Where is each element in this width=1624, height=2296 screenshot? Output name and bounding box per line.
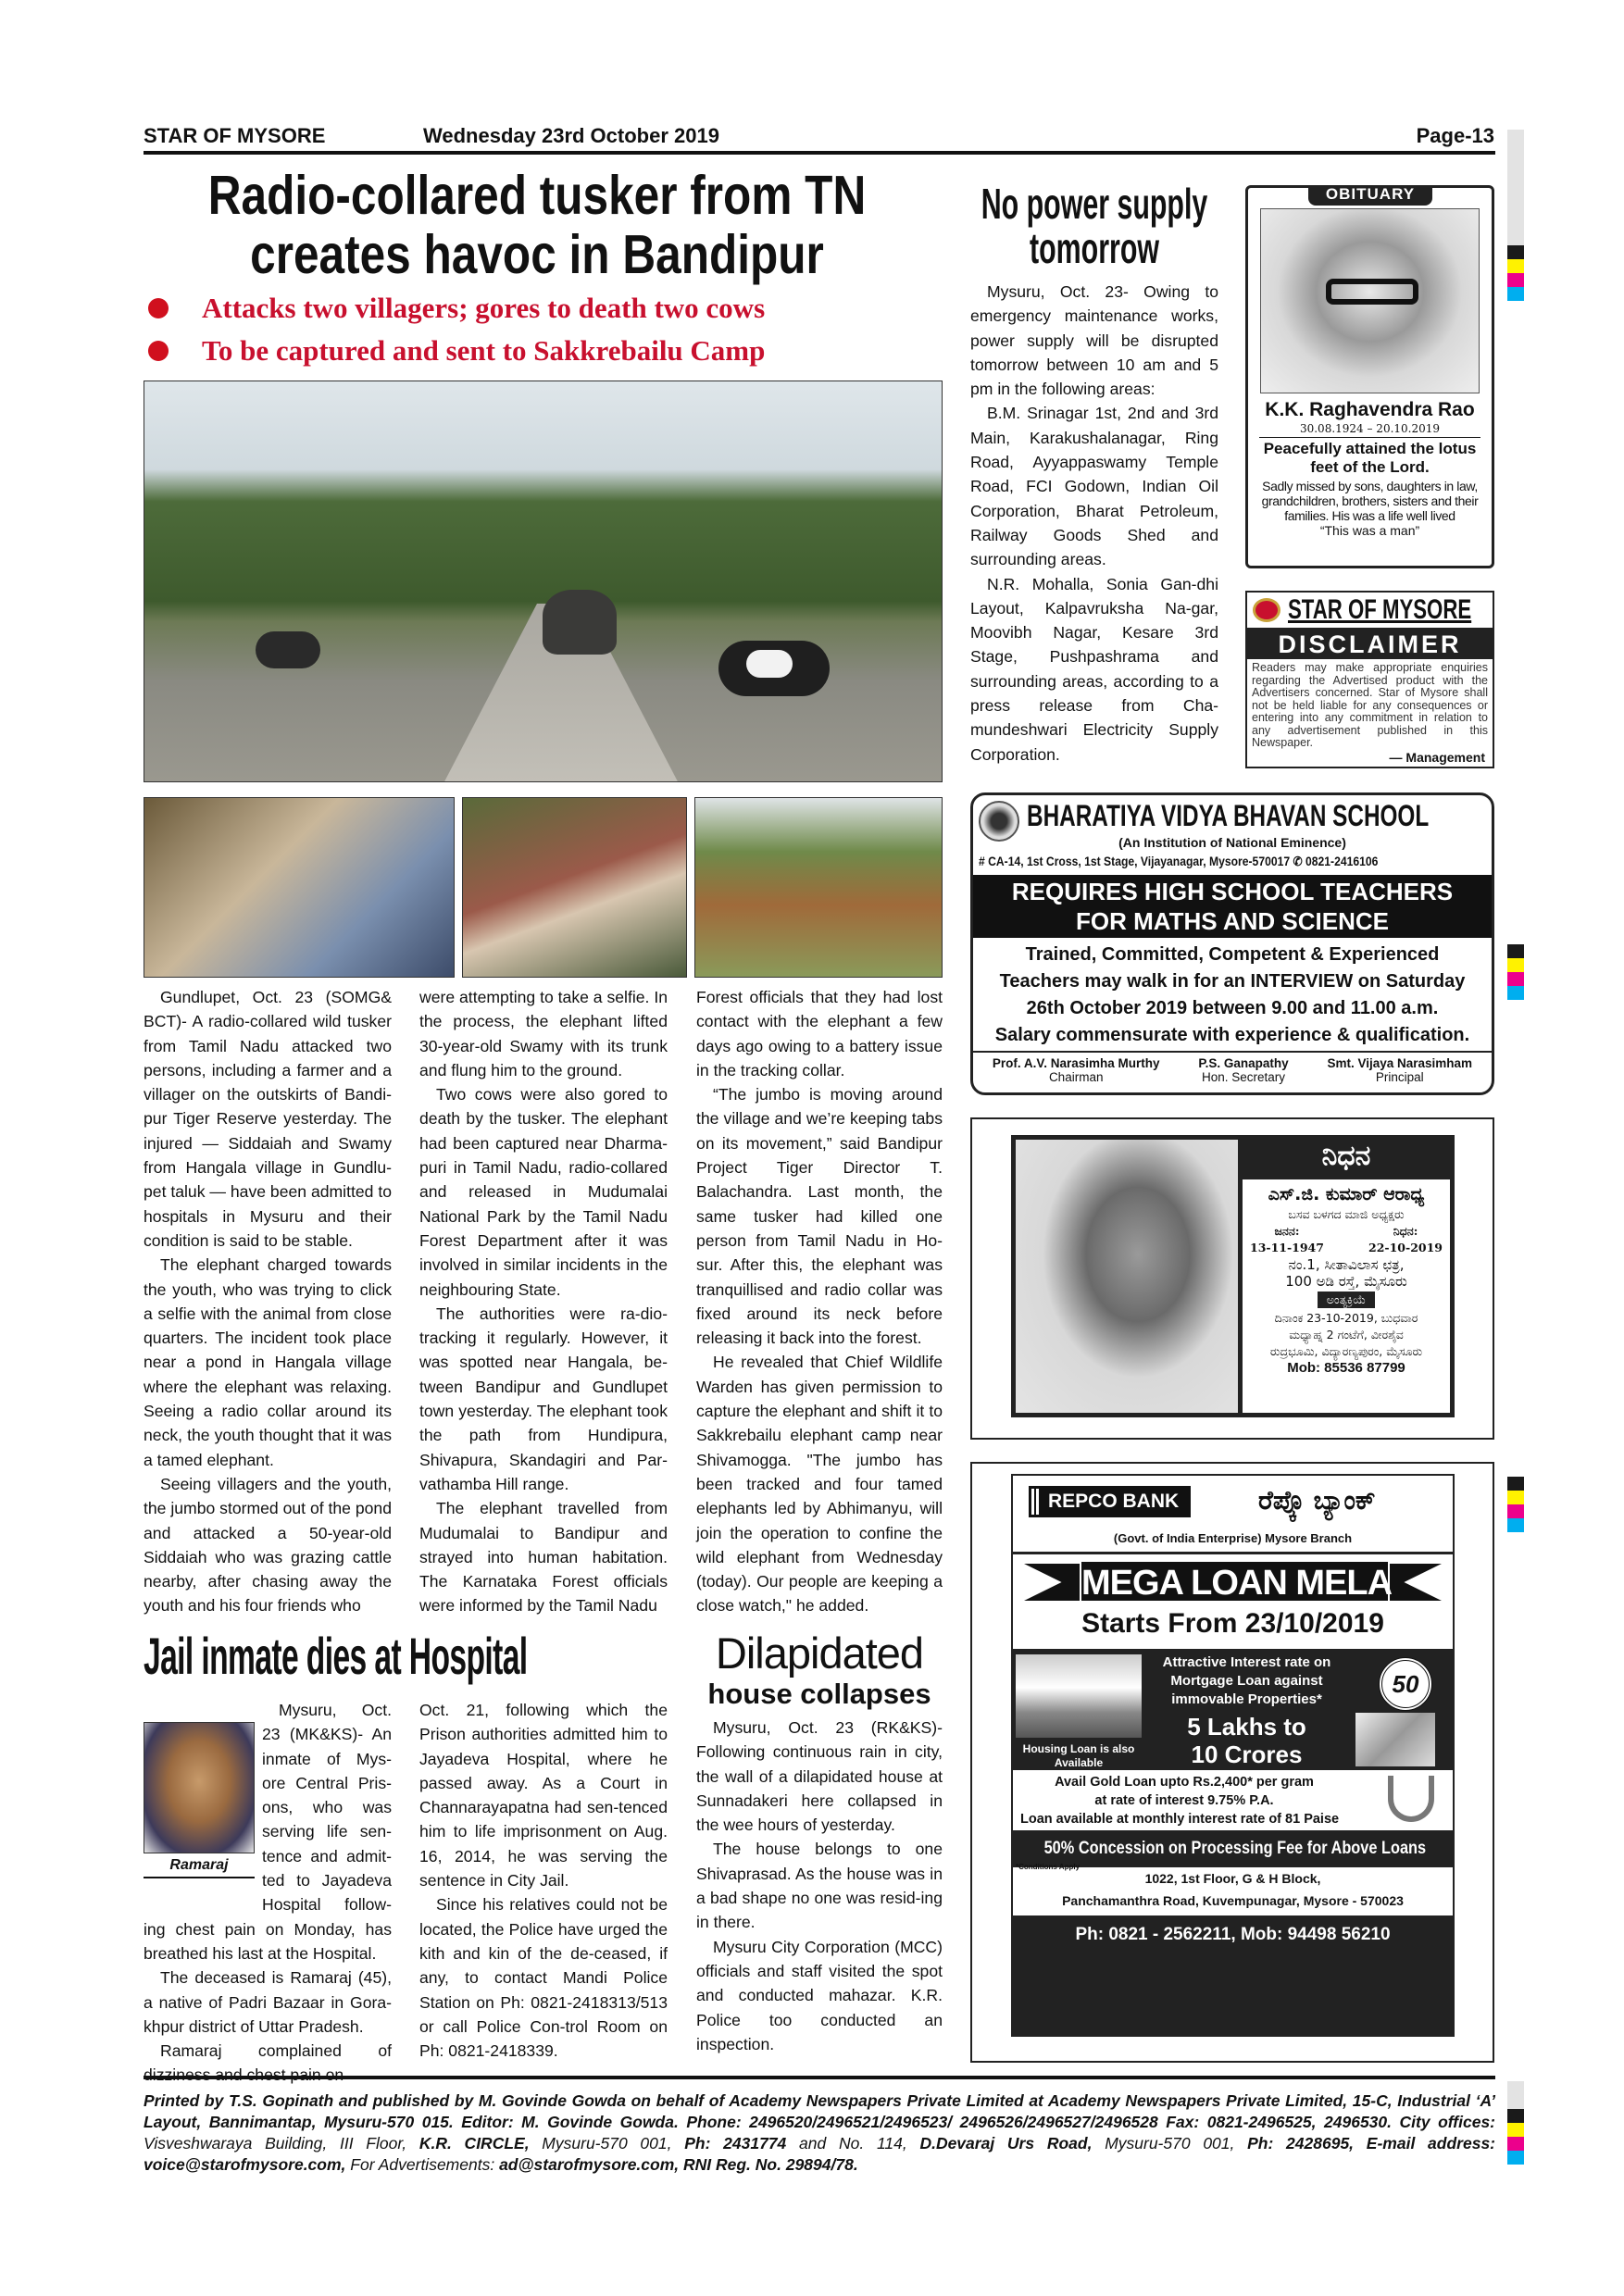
obituary-message: Sadly missed by sons, daughters in law, grandchildren, brothers, sisters and their families. His was a life well lived — [1261, 479, 1479, 523]
bank-address-line: Panchamanthra Road, Kuvempunagar, Mysore - 570023 — [1062, 1893, 1404, 1908]
power-headline — [972, 181, 1217, 270]
death-date: 22-10-2019 — [1368, 1241, 1443, 1254]
lead-headline — [139, 167, 935, 284]
disclaimer-sign: — Management — [1389, 749, 1485, 765]
issue-date: Wednesday 23rd October 2019 — [423, 124, 719, 147]
jail-article-column — [419, 1698, 668, 2063]
bank-phone: Ph: 0821 - 2562211, Mob: 94498 56210 — [1075, 1925, 1391, 1944]
article-paragraph: Ramaraj complained of — [160, 2041, 392, 2061]
housing-loan-text: Housing Loan is also Available — [1022, 1742, 1135, 1769]
death-label: ನಿಧನ: — [1393, 1224, 1418, 1238]
bullet-icon — [148, 341, 169, 361]
article-paragraph: B.M. Srinagar 1st, 2nd and 3rd Main, Karakushalanagar, Ring Road, Ayyappaswamy Temple Road, FCI Godown, Indian Oil Corporation, Bharat Petroleum, Railway Goods Shed and surrounding areas. — [970, 404, 1218, 569]
nidhana-photo — [1016, 1140, 1238, 1413]
article-paragraph: Oct. 21, following which the Prison authorities admitted him to Jayadeva Hospital, where he passed away. As a Court in Channarayapatna had sen-tenced him to life imprisonment on Aug. 16, 2014, he was serving the sentence in City Jail. — [419, 1701, 668, 1890]
school-signatories — [973, 1051, 1492, 1084]
imprint-text: Visveshwaraya Building, III Floor, — [144, 2134, 419, 2152]
loan-amount-line: 10 Crores — [1191, 1741, 1303, 1768]
color-registration-bar — [1507, 1477, 1524, 1532]
article-paragraph: Forest officials that they had lost contact with the elephant a few days ago owing to a battery issue in the tracking collar. — [696, 988, 943, 1079]
house-headline: Dilapidated — [715, 1628, 924, 1678]
article-paragraph: Seeing villagers and the youth, the jumbo stormed out of the pond and attacked a 50-year-old Siddaiah who was grazing cattle nearby, after chasing away the youth and his four friends who — [144, 1474, 392, 1616]
disclaimer-text: Readers may make appropriate enquiries regarding the Advertised product with the Advertisers concerned. Star of Mysore shall not be held liable for any consequences or entering into any commitment in relation to any advertisement published in this Newspaper. — [1252, 661, 1488, 749]
injured-villager-photo — [144, 797, 455, 978]
nidhana-details — [1243, 1179, 1450, 1413]
funeral-line: ರುದ್ರಭೂಮಿ, ವಿದ್ಯಾರಣ್ಯಪುರಂ, ಮೈಸೂರು — [1269, 1344, 1423, 1358]
article-paragraph: “The jumbo is moving around the village and we’re keeping tabs on its movement,” said Bandipur Project Tiger Director T. Balachandra. Last month, the same tusker had killed one person from Tamil Nadu in Ho-sur. After this, the elephant was tranquillised and radio collar was fixed around its neck before releasing it back into the forest. — [696, 1085, 943, 1348]
page-number: Page-13 — [1416, 124, 1494, 147]
concession-text: 50% Concession on Processing Fee for Above Loans — [1043, 1839, 1427, 1858]
signatory — [993, 1056, 1160, 1084]
loan-mela-start: Starts From 23/10/2019 — [1081, 1608, 1384, 1639]
obituary-name: K.K. Raghavendra Rao — [1265, 399, 1475, 420]
nidhana-address: 100 ಅಡಿ ರಸ್ತೆ, ಮೈಸೂರು — [1285, 1273, 1407, 1290]
color-registration-bar — [1507, 944, 1524, 1000]
article-paragraph: Mysuru, Oct. 23 (MK&KS)- An inmate of Mys-ore Central Pris-ons, who was serving life sen-tence and admit-ted to Jayadeva Hospital follow-ing chest pain on Monday, has breathed his last at the Hospital. — [144, 1701, 392, 1963]
injured-man-photo — [462, 797, 687, 978]
obituary-quote: “This was a man” — [1319, 523, 1420, 538]
imprint-text: Printed by T.S. Gopinath and published by M. Govinde Gowda on behalf of Academy Newspapers Private Limited at Academy Newspapers Private Limited, 15-C, Industrial ‘A’ Layout, Bannimantap, Mysuru-570 015. Editor: M. Govinde Gowda. Phone: 2496520/2496521/2496523/ 2496526/2496527/2496528 Fax: 0821-2496525, 2496530. — [144, 2091, 1495, 2131]
house-subhead: house collapses — [707, 1678, 931, 1710]
lead-headline-line: creates havoc in Bandipur — [250, 223, 824, 285]
gold-loan-section — [1013, 1770, 1453, 1830]
mortgage-offer: Attractive Interest rate on Mortgage Loan against immovable Properties* — [1162, 1654, 1331, 1707]
body-line: Salary commensurate with experience & qualification. — [994, 1025, 1470, 1045]
photo-caption: Ramaraj — [144, 1857, 255, 1878]
obituary-label: OBITUARY — [1308, 185, 1432, 206]
funeral-label: ಅಂತ್ಯಕ್ರಿಯೆ — [1318, 1292, 1375, 1308]
signatory-name: Prof. A.V. Narasimha Murthy — [992, 1056, 1160, 1070]
school-ad — [970, 792, 1494, 1095]
power-headline-line: tomorrow — [1029, 224, 1159, 272]
nidhana-mobile: Mob: 85536 87799 — [1287, 1360, 1405, 1376]
body-line: Trained, Committed, Competent & Experienced — [1025, 944, 1440, 965]
bank-address-line: 1022, 1st Floor, G & H Block, — [1144, 1871, 1321, 1886]
jail-article-column — [144, 1698, 392, 2088]
imprint-text: and No. 114, — [786, 2134, 920, 2152]
signatory-name: Smt. Vijaya Narasimham — [1327, 1056, 1473, 1070]
nidhana-name: ಎಸ್.ಜಿ. ಕುಮಾರ್ ಆರಾಧ್ಯ — [1268, 1184, 1425, 1204]
gold-loan-line: at rate of interest 9.75% P.A. — [1094, 1793, 1274, 1808]
necklace-icon — [1388, 1776, 1434, 1822]
dead-cow-photo — [694, 797, 943, 978]
bank-header — [1013, 1476, 1453, 1552]
banner-line: FOR MATHS AND SCIENCE — [1076, 907, 1389, 935]
imprint-text: Ph: 2428695, — [1247, 2134, 1355, 2152]
lead-article-column — [696, 985, 943, 1618]
imprint-footer — [144, 2090, 1495, 2176]
signatory-role: Chairman — [1048, 1070, 1104, 1084]
star-of-mysore-logo-icon — [1253, 598, 1280, 622]
50-years-badge: 50 — [1379, 1657, 1432, 1711]
article-paragraph: Since his relatives could not be located, the Police have urged the kith and kin of the de-ceased, if any, to contact Mandi Police Station on Ph: 0821-2418313/513 or call Police Con-trol Room on Ph: 0821-2418339. — [419, 1895, 668, 2061]
house-photo — [1016, 1654, 1142, 1738]
bullet-text: To be captured and sent to Sakkrebailu Camp — [202, 334, 766, 367]
concession-row — [1013, 1832, 1453, 1866]
power-headline-line: No power supply — [981, 180, 1208, 228]
obituary-dates: 30.08.1924 – 20.10.2019 — [1259, 422, 1480, 438]
imprint-text: D.Devaraj Urs Road, — [919, 2134, 1093, 2152]
article-paragraph: The elephant charged towards the youth, who was trying to click a selfie with the animal from close quarters. The incident took place near a pond in Hangala village where the elephant was relaxing. Seeing a radio collar around its neck, the youth thought that it was a tamed elephant. — [144, 1255, 392, 1469]
repco-kannada-logo: ರೆಪ್ಕೊ ಬ್ಯಾಂಕ್ — [1258, 1485, 1376, 1516]
article-paragraph: Gundlupet, Oct. 23 (SOMG& BCT)- A radio-collared wild tusker from Tamil Nadu attacked two persons, including a farmer and a villager on the outskirts of Bandi-pur Tiger Reserve yesterday. The injured — Siddaiah and Swamy from Hangala village in Gundlu-pet taluk — have been admitted to hospitals in Mysuru and their condition is said to be stable. — [144, 988, 392, 1250]
footer-rule — [144, 2076, 1495, 2079]
gold-loan-line: Loan available at monthly interest rate of 81 Paise — [1020, 1812, 1340, 1827]
imprint-text: K.R. CIRCLE, — [418, 2134, 530, 2152]
disclaimer-brand: STAR OF MYSORE — [1288, 594, 1472, 625]
obituary-line: Peacefully attained the lotus feet of the Lord. — [1263, 440, 1477, 476]
article-paragraph: Two cows were also gored to death by the tusker. The elephant had been captured near Dharma-puri in Tamil Nadu, radio-collared and released in Mudumalai National Park by the Tamil Nadu Forest Department after it was involved in similar incidents in the neighbouring State. — [419, 1085, 668, 1299]
disclaimer-header — [1247, 593, 1493, 630]
imprint-text: Ph: 2431774 — [684, 2134, 787, 2152]
birth-label: ಜನನ: — [1274, 1224, 1300, 1238]
disclaimer-title: DISCLAIMER — [1247, 630, 1493, 659]
imprint-text: Mysuru-570 001, — [1092, 2134, 1248, 2152]
gold-loan-line: Avail Gold Loan upto Rs.2,400* per gram — [1055, 1775, 1314, 1790]
article-paragraph: Mysuru, Oct. 23 (RK&KS)- Following continuous rain in city, the wall of a dilapidated house at Sunnadakeri here collapsed in the wee hours of yesterday. — [696, 1718, 943, 1835]
article-paragraph: The elephant travelled from Mudumalai to Bandipur and strayed into human habitation. The Karnataka Forest officials were informed by the Tamil Nadu — [419, 1499, 668, 1616]
paper-name: STAR OF MYSORE — [144, 124, 326, 147]
signatory-name: P.S. Ganapathy — [1198, 1056, 1289, 1070]
conditions-note: *Conditions Apply — [1016, 1863, 1081, 1871]
lead-bullet — [148, 292, 765, 325]
article-paragraph: The authorities were ra-dio-tracking it regularly. However, it was spotted near Hangala, be-tween Bandipur and Gundlupet town yesterday. The elephant took the path from Hundipura, Shivapura, Skandagiri and Par-vathamba Hill range. — [419, 1304, 668, 1493]
bank-ad — [1011, 1474, 1455, 2037]
school-name: BHARATIYA VIDYA BHAVAN SCHOOL — [1027, 799, 1430, 832]
nidhana-designation: ಬಸವ ಬಳಗದ ಮಾಜಿ ಅಧ್ಯಕ್ಷರು — [1288, 1207, 1405, 1221]
loan-amount-line: 5 Lakhs to — [1187, 1713, 1306, 1741]
school-address: # CA-14, 1st Cross, 1st Stage, Vijayanagar, Mysore-570017 ✆ 0821-2416106 — [979, 855, 1379, 868]
nidhana-ad — [1011, 1135, 1455, 1417]
article-paragraph: N.R. Mohalla, Sonia Gan-dhi Layout, Kalpavruksha Na-gar, Moovibh Nagar, Kesare 3rd Stage, Pushpashrama and surrounding areas, according to a press release from Cha-mundeshwari Electricity Supply Corporation. — [970, 574, 1218, 764]
currency-photo — [1355, 1713, 1435, 1766]
school-banner — [973, 875, 1492, 938]
loan-mela-title: MEGA LOAN MELA — [1080, 1560, 1390, 1603]
nidhana-title: ನಿಧನ — [1321, 1140, 1371, 1172]
article-paragraph: were attempting to take a selfie. In the process, the elephant lifted 30-year-old Swamy with its trunk and flung him to the ground. — [419, 988, 668, 1079]
school-tagline: (An Institution of National Eminence) — [1118, 835, 1346, 850]
power-article-column — [970, 280, 1218, 767]
disclaimer-box — [1245, 591, 1494, 768]
color-registration-bar — [1507, 130, 1524, 301]
signatory — [1198, 1056, 1288, 1084]
bullet-text: Attacks two villagers; gores to death two cows — [202, 292, 766, 324]
signatory — [1327, 1056, 1472, 1084]
loan-mela-header — [1013, 1554, 1453, 1649]
imprint-text: City offices: — [1399, 2113, 1496, 2131]
body-line: 26th October 2019 between 9.00 and 11.00 a.m. — [1026, 998, 1439, 1018]
nidhana-address: ನಂ.1, ಸೀತಾವಿಲಾಸ ಛತ್ರ, — [1288, 1256, 1405, 1273]
obituary-box — [1245, 185, 1494, 568]
bank-address — [1013, 1863, 1453, 1915]
jail-headline: Jail inmate dies at Hospital — [144, 1627, 528, 1685]
banner-line: REQUIRES HIGH SCHOOL TEACHERS — [1011, 878, 1454, 905]
funeral-line: ದಿನಾಂಕ 23-10-2019, ಬುಧವಾರ — [1274, 1311, 1418, 1325]
loan-amount — [1147, 1713, 1346, 1768]
masthead-rule — [144, 151, 1495, 155]
article-paragraph: The house belongs to one Shivaprasad. As the house was in a bad shape no one was resid-ing in there. — [696, 1840, 943, 1932]
lead-headline-line: Radio-collared tusker from TN — [207, 165, 867, 226]
elephant-road-photo — [144, 381, 943, 782]
signatory-role: Principal — [1375, 1070, 1424, 1084]
bullet-icon — [148, 298, 169, 318]
bank-subtitle: (Govt. of India Enterprise) Mysore Branch — [1113, 1531, 1353, 1545]
photo-float-spacer — [144, 1722, 262, 1913]
article-paragraph: The deceased is Ramaraj (45), a native of Padri Bazaar in Gora-khpur district of Uttar Pradesh. — [144, 1968, 392, 2036]
article-paragraph: Mysuru City Corporation (MCC) officials and staff visited the spot and conducted mahazar. K.R. Police too conducted an inspection. — [696, 1937, 943, 2053]
house-article-column — [696, 1716, 943, 2056]
imprint-text: For Advertisements: — [345, 2155, 500, 2174]
signatory-role: Hon. Secretary — [1201, 1070, 1285, 1084]
birth-date: 13-11-1947 — [1250, 1241, 1324, 1254]
email-link[interactable]: E-mail address: voice@starofmysore.com, — [144, 2134, 1495, 2174]
school-ad-body — [973, 942, 1492, 1049]
obituary-photo — [1260, 208, 1480, 393]
article-paragraph: Mysuru, Oct. 23- Owing to emergency maintenance works, power supply will be disrupted tomorrow between 10 am and 5 pm in the following areas: — [970, 282, 1218, 399]
article-paragraph: He revealed that Chief Wildlife Warden has given permission to capture the elephant and shift it to Sakkrebailu elephant camp near Shivamogga. "The jumbo has been tracked and four tamed elephants led by Abhimanyu, will join the operation to confine the wild elephant from Wednesday (today). Our people are keeping a close watch," he added. — [696, 1353, 943, 1616]
imprint-text: Mysuru-570 001, — [529, 2134, 685, 2152]
color-registration-bar — [1507, 2081, 1524, 2165]
ad-email-link[interactable]: ad@starofmysore.com, RNI Reg. No. 29894/78. — [499, 2155, 858, 2174]
body-line: Teachers may walk in for an INTERVIEW on Saturday — [999, 971, 1466, 992]
repco-logo: REPCO BANK — [1031, 1489, 1188, 1515]
nidhana-dates — [1243, 1223, 1450, 1256]
lead-article-column — [144, 985, 392, 1618]
lead-bullet — [148, 334, 765, 368]
funeral-line: ಮಧ್ಯಾಹ್ನ 2 ಗಂಟೆಗೆ, ವೀರಶೈವ — [1289, 1328, 1404, 1341]
lead-article-column — [419, 985, 668, 1618]
